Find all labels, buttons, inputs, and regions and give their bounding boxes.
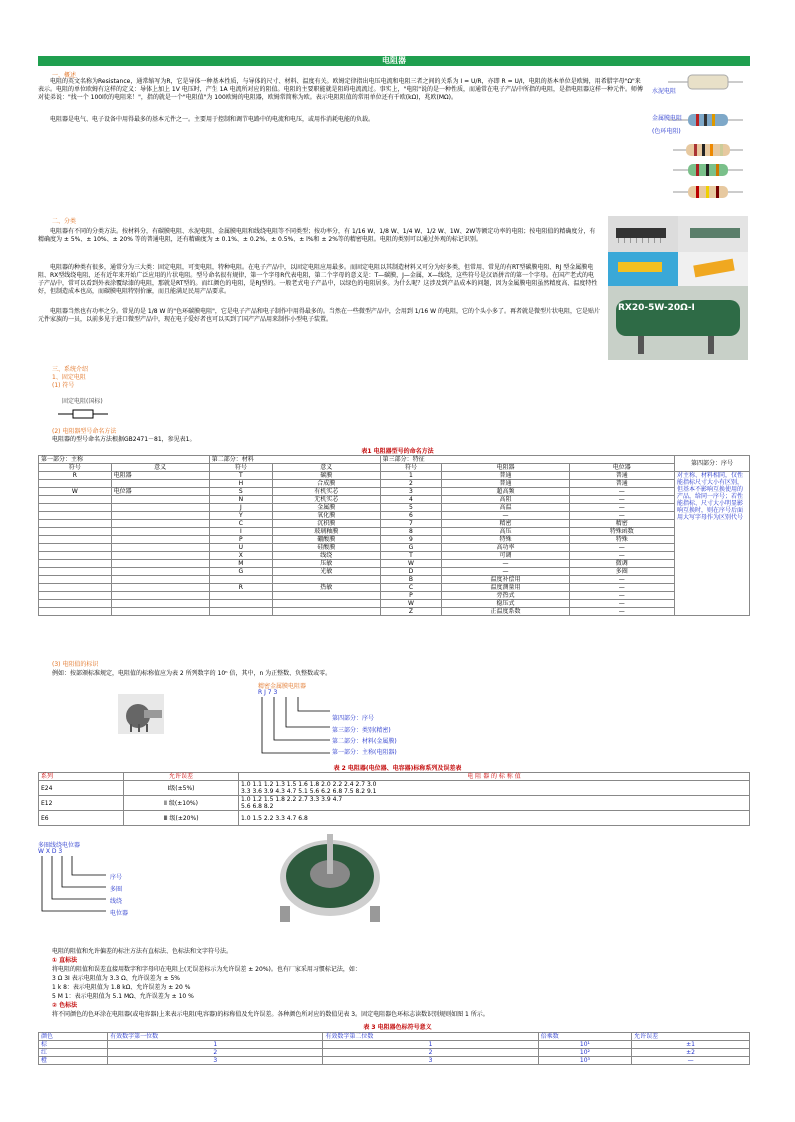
table1-title: 表1 电阻器型号的命名方法 (361, 448, 434, 455)
table2-row: E12 Ⅱ 级(±10%) 1.0 1.2 1.5 1.8 2.2 2.7 3.3 3.9 4.7 5.6 6.8 8.2 (39, 796, 750, 811)
table3-header-cell: 倍乘数 (538, 1033, 631, 1041)
label-cement-resistor: 水泥电阻 (652, 88, 677, 95)
table2-row: E24 Ⅰ级(±5%) 1.0 1.1 1.2 1.3 1.5 1.6 1.8 2.0 2.2 2.4 2.7 3.0 3.3 3.6 3.9 4.3 4.7 5.1 5.6 6.2 6.8 7.5 8.2 9.1 (39, 781, 750, 796)
intro-heading: 三、系统介绍 (52, 366, 89, 373)
table1: 第一部分：主称 第二部分：材料 第三部分：特征 第四部分：序号 符号 意义 符号 意义 符号 电阻器 电位器 R 电阻器 T 碳膜 1 普通 普通 对主称、材料相同，仅性能指标尺寸大小有区别，但基本不影响互换使用的产品，给同一序号；若性能指标、尺寸大小明显影响互换时，则在序号后面用大写字母作为区别代号 H 合成膜 2 普通 普通 W 电位器 S 有机实芯 3 超高频 — N 无机实芯 4 高阻 — J 金属膜 5 高温 — Y 氧化膜 6 — — C 沉积膜 7 精密 精密 I 玻璃釉膜 8 高压 特殊函数 P 硼酸膜 9 特殊 特殊 U 硅酸膜 G 高功率 — X 线绕 T 可调 — M 压敏 W — 微调 G 光敏 D — 多圈 B 温度补偿用 — R 热敏 C 温度测量用 — P 旁热式 — W 稳压式 — Z 正温度系数 — (38, 455, 750, 616)
fraction-2: 1/8 W (379, 228, 397, 235)
method-example-2: 1 k 8：表示电阻值为 1.8 kΩ、允许误差为 ± 20 % (52, 984, 191, 991)
table1-row: X 线绕 T 可调 — (39, 552, 750, 560)
page-banner: 电阻器 (38, 56, 750, 66)
naming-heading: (2) 电阻器型号命名方法 (52, 428, 117, 435)
table1-row: R 热敏 C 温度测量用 — (39, 584, 750, 592)
table3-header-cell: 有效数字第一位数 (108, 1033, 323, 1041)
multiturn-photo (270, 826, 392, 926)
fixed-resistor-heading: 1、固定电阻 (52, 374, 86, 381)
table3-row: 红 2 2 10² ±2 (39, 1049, 750, 1057)
table1-row: P 旁热式 — (39, 592, 750, 600)
method-color-heading: ② 色标法 (52, 1002, 78, 1009)
table1-row: Z 正温度系数 — (39, 608, 750, 616)
multiturn-lines (38, 856, 108, 918)
wirewound-resistor-label: RX20-5W-20Ω-I (618, 303, 695, 313)
table3-header-cell: 颜色 (39, 1033, 108, 1041)
precision-resistor-title: 精密金属膜电阻器 (258, 683, 307, 690)
overview-paragraph-2: 电阻器是电气、电子设备中用得最多的基本元件之一。主要用于控制和调节电路中的电流和电压，或用作消耗电能的负载。 (50, 116, 375, 123)
resistor-types-photos (608, 216, 748, 360)
method-direct-text: 将电阻的阻值和误差直接用数字和字母印在电阻上(无误差标示为允许误差 ± 20%)。也有厂家采用习惯标记法，如： (52, 966, 361, 973)
code-legend-2: 第二部分：材料(金属膜) (332, 738, 397, 745)
classification-paragraph-3: 电阻器当然也有功率之分。常见的是 1/8 W 的"色环碳膜电阻"，它是电子产品和电子制作中用得最多的。当然在一些微型产品中，会用到 1/16 W 的电阻，它的个头小多了。再者就是微型片状电阻，它是贴片元件家族的一员，以前多见于进口微型产品中，现在电子爱好者也可以买到了国产产品用来制作小型电子装置。 (38, 308, 600, 323)
methods-intro: 电阻的阻值和允许偏差的标注方法有直标法、色标法和文字符号法。 (52, 948, 233, 955)
table1-row: G 光敏 D — 多圈 (39, 568, 750, 576)
method-example-1: 3 Ω 3I 表示电阻值为 3.3 Ω、允许误差为 ± 5% (52, 975, 181, 982)
t1-part1: 第一部分：主称 (39, 456, 210, 464)
symbol-caption: 固定电阻(国标) (62, 398, 103, 405)
t1-part2: 第二部分：材料 (209, 456, 380, 464)
table1-row: C 沉积膜 7 精密 精密 (39, 520, 750, 528)
table3 (38, 1032, 750, 1065)
code-legend-4: 第四部分：序号 (332, 715, 375, 722)
table1-row: J 金属膜 5 高温 — (39, 504, 750, 512)
table2-row: E6 Ⅲ 级(±20%) 1.0 1.5 2.2 3.3 4.7 6.8 (39, 811, 750, 826)
symbol-heading: (1) 符号 (52, 382, 75, 389)
table1-row: I 玻璃釉膜 8 高压 特殊函数 (39, 528, 750, 536)
table3-row: 棕 1 1 10¹ ±1 (39, 1041, 750, 1049)
resistor-symbol (58, 408, 108, 422)
classification-paragraph-2: 电阻器的种类有很多，通常分为三大类：固定电阻，可变电阻，特种电阻。在电子产品中，以固定电阻应用最多。而固定电阻以其制造材料又可分为好多类，但常用、常见的有RT型碳膜电阻、RJ 型金属膜电阻、RX型线绕电阻，还有近年来开始广泛应用的片状电阻。型号命名很有规律，第一个字母R代表电阻，第二个字母的意义是：T—碳膜，J—金属，X—线绕，这些符号是汉语拼音的第一个字母。在国产老式的电子产品中，常可以看到外表涂覆绿漆的电阻，那就是RT型的。而红颜色的电阻，是RJ型的。一般老式电子产品中，以绿色的电阻居多。为什么呢？这涉及到产品成本的问题，因为金属膜电阻虽然精度高、温度特性好，但制造成本也高，而碳膜电阻特别价廉，而且能满足民用产品要求。 (38, 264, 598, 295)
table3-header-cell: 有效数字第二位数 (323, 1033, 538, 1041)
overview-heading: 一、概述 (52, 72, 77, 79)
table1-row: W 电位器 S 有机实芯 3 超高频 — (39, 488, 750, 496)
t1-part3: 第三部分：特征 (380, 456, 674, 464)
label-metal-film-resistor: 金属膜电阻 (652, 115, 683, 122)
table1-row: Y 氧化膜 6 — — (39, 512, 750, 520)
table1-row: P 硼酸膜 9 特殊 特殊 (39, 536, 750, 544)
classification-heading: 二、分类 (52, 218, 77, 225)
table1-row: H 合成膜 2 普通 普通 (39, 480, 750, 488)
code-lines (258, 697, 338, 761)
method-example-3: 5 M 1：表示电阻值为 5.1 MΩ、允许误差为 ± 10 % (52, 993, 194, 1000)
table1-row: B 温度补偿用 — (39, 576, 750, 584)
multiturn-title: 多圈线绕电位器 (38, 842, 81, 849)
classification-paragraph-1: 电阻器有不同的分类方法。按材料分，有碳膜电阻、水泥电阻、金属膜电阻和线绕电阻等不同类型；按功率分，有 1/16 W、1/8 W、1/4 W、1/2 W、1W、2W等额定功率的电阻；按电阻值的精确度分，有精确度为 ± 5%、± 10%、± 20% 等的普通电阻，还有精确度为 ± 0.1%、± 0.2%、± 0.5%、± l%和 ± 2%等的精密电阻。电阻的类别可以通过外观的标记识别。 (38, 228, 596, 243)
code-legend-3: 第三部分：类别(精密) (332, 727, 391, 734)
table3-header-cell: 允许误差 (632, 1033, 750, 1041)
overview-paragraph-1: 电阻的英文名称为Resistance，通常缩写为R，它是导体一种基本性质，与导体的尺寸、材料、温度有关。欧姆定律指出电压电流和电阻三者之间的关系为 I = U/R，亦即 R = U/I，电阻的基本单位是欧姆，用希腊字母"Ω"来表示。电阻的单位欧姆有这样的定义：导体上加上 1V 电压时，产生 1A 电流所对应的阻值。电阻的主要职能就是阻碍电流流过。事实上，"电阻"说的是一种性质，而通常在电子产品中所指的电阻，是指电阻器这样一种元件。师傅对徒弟说："找一个 100欧的电阻来！"，指的就是一个"电阻值"为 100欧姆的电阻器，欧姆常简称为欧。表示电阻阻值的常用单位还有千欧(kΩ)，兆欧(MΩ)。 (38, 78, 643, 101)
table3-row: 橙 3 3 10³ — (39, 1057, 750, 1065)
multiturn-legend-2: 多圈 (110, 886, 123, 893)
marking-heading: (3) 电阻值的标识 (52, 661, 99, 668)
naming-text: 电阻器的型号命名方法根据GB2471－81，参见表1。 (52, 436, 196, 443)
multiturn-legend-3: 线绕 (110, 898, 123, 905)
method-direct-heading: ① 直标法 (52, 957, 78, 964)
precision-resistor-code: R J 7 3 (258, 689, 278, 696)
multiturn-legend-4: 电位器 (110, 910, 129, 917)
table3-title: 表 3 电阻器色标符号意义 (363, 1024, 432, 1031)
code-legend-1: 第一部分：主称(电阻器) (332, 749, 397, 756)
table1-row: W 稳压式 — (39, 600, 750, 608)
fraction-3: 1/4 W (402, 228, 421, 235)
multiturn-legend-1: 序号 (110, 874, 123, 881)
table1-row: N 无机实芯 4 高阻 — (39, 496, 750, 504)
label-color-ring-resistor: (色环电阻) (652, 128, 681, 135)
table1-row: R 电阻器 T 碳膜 1 普通 普通 对主称、材料相同，仅性能指标尺寸大小有区别，但基本不影响互换使用的产品，给同一序号；若性能指标、尺寸大小明显影响互换时，则在序号后面用大写字母作为区别代号 (39, 472, 750, 480)
t1-part4: 第四部分：序号 (675, 456, 750, 472)
table2-title: 表 2 电阻器(电位器、电容器)标称系列及误差表 (333, 765, 462, 772)
table1-row: M 压敏 W — 微调 (39, 560, 750, 568)
table2: 系列 允许误差 电 阻 器 的 标 称 值 E24 Ⅰ级(±5%) 1.0 1.1 1.2 1.3 1.5 1.6 1.8 2.0 2.2 2.4 2.7 3.0 3.3 3.6 3.9 4.3 4.7 5.1 5.6 6.2 6.8 7.5 8.2 9.1 E12 Ⅱ 级(±10%) 1.0 1.2 1.5 1.8 2.2 2.7 3.3 3.9 4.7 5.6 6.8 8.2 E6 Ⅲ 级(±20%) 1.0 1.5 2.2 3.3 4.7 6.8 (38, 772, 750, 826)
multiturn-code: W X D 3 (38, 848, 63, 855)
fraction-1: 1/16 W (351, 228, 374, 235)
marking-example: 例如：按部颁标准规定，电阻值的标称值应为表 2 所列数字的 10ⁿ 倍，其中，n 为正整数、负整数或零。 (52, 670, 332, 677)
method-color-text: 将不同颜色的色环涂在电阻器(或电容器)上来表示电阻(电容器)的标称值及允许误差。各种颜色所对应的数值见表 3。固定电阻器色环标志读数识别规则如图 1 所示。 (52, 1011, 489, 1018)
potentiometer-photo (118, 694, 164, 734)
t1-part4-note: 对主称、材料相同，仅性能指标尺寸大小有区别，但基本不影响互换使用的产品，给同一序号；若性能指标、尺寸大小明显影响互换时，则在序号后面用大写字母作为区别代号 (675, 472, 750, 616)
table1-row: U 硅酸膜 G 高功率 — (39, 544, 750, 552)
fraction-4: 1/2 W (426, 228, 444, 235)
